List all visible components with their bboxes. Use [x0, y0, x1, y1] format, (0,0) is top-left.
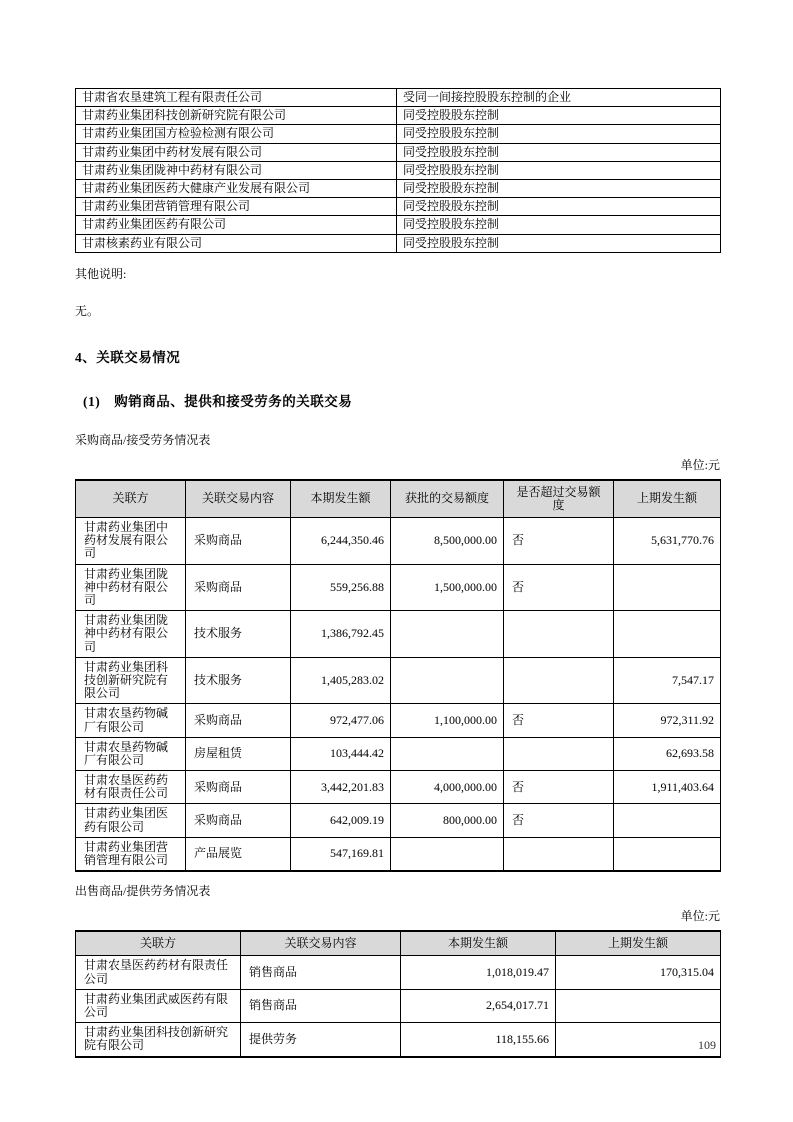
subsection-number: (1) [83, 393, 101, 409]
table-cell: 否 [504, 564, 614, 611]
table-cell: 1,405,283.02 [291, 657, 391, 704]
table-row [76, 125, 721, 143]
table-cell: 甘肃药业集团中药材发展有限公司 [76, 143, 397, 161]
table-cell: 同受控股股东控制 [397, 107, 721, 125]
table-row [76, 89, 721, 107]
table-header-row [76, 931, 721, 956]
page-number: 109 [698, 1038, 716, 1052]
other-notes-label: 其他说明: [75, 266, 127, 281]
table-cell [614, 611, 721, 658]
table-header-cell: 关联方 [76, 480, 186, 518]
table-cell: 技术服务 [186, 657, 291, 704]
table-row [76, 179, 721, 197]
table-header-cell: 获批的交易额度 [391, 480, 504, 518]
table-cell: 170,315.04 [556, 956, 721, 989]
purchase-table-caption: 采购商品/接受劳务情况表 [75, 432, 211, 447]
table-cell: 4,000,000.00 [391, 771, 504, 804]
table-cell: 甘肃核素药业有限公司 [76, 234, 397, 252]
table-cell: 同受控股股东控制 [397, 198, 721, 216]
table-row [76, 737, 721, 770]
table-cell [504, 837, 614, 871]
table-row [76, 161, 721, 179]
table-cell: 8,500,000.00 [391, 518, 504, 565]
purchase-table-unit-label: 单位:元 [680, 457, 720, 472]
subsection-heading [75, 390, 720, 410]
table-cell [391, 737, 504, 770]
table-cell: 甘肃药业集团陇神中药材有限公司 [76, 564, 186, 611]
table-cell: 甘肃药业集团科技创新研究院有限公司 [76, 107, 397, 125]
table-cell [556, 989, 721, 1022]
table-cell: 同受控股股东控制 [397, 179, 721, 197]
table-cell: 产品展览 [186, 837, 291, 871]
table-row [76, 837, 721, 871]
table-cell [614, 804, 721, 837]
table-cell: 甘肃省农垦建筑工程有限责任公司 [76, 89, 397, 107]
table-cell: 642,009.19 [291, 804, 391, 837]
table-cell: 否 [504, 771, 614, 804]
table-row [76, 198, 721, 216]
table-row [76, 216, 721, 234]
table-row [76, 956, 721, 989]
table-cell: 2,654,017.71 [401, 989, 556, 1022]
table-cell: 甘肃药业集团医药有限公司 [76, 216, 397, 234]
sales-table-unit-label: 单位:元 [680, 909, 720, 924]
table-cell: 同受控股股东控制 [397, 234, 721, 252]
table-row [76, 107, 721, 125]
table-cell [391, 837, 504, 871]
related-company-relation-table [75, 88, 721, 253]
table-cell [614, 564, 721, 611]
table-cell: 否 [504, 518, 614, 565]
section-heading: 4、关联交易情况 [75, 349, 181, 365]
table-cell [391, 611, 504, 658]
table-header-row [76, 480, 721, 518]
table-cell: 甘肃药业集团中药材发展有限公司 [76, 518, 186, 565]
table-cell: 否 [504, 704, 614, 737]
page-content [75, 0, 720, 1058]
table-cell: 972,477.06 [291, 704, 391, 737]
table-row [76, 771, 721, 804]
table-header-cell: 本期发生额 [401, 931, 556, 956]
table-row [76, 704, 721, 737]
table-row [76, 989, 721, 1022]
table-cell: 同受控股股东控制 [397, 216, 721, 234]
table-cell: 采购商品 [186, 771, 291, 804]
table-cell: 972,311.92 [614, 704, 721, 737]
table-row [76, 234, 721, 252]
table-cell [391, 657, 504, 704]
table-cell [504, 657, 614, 704]
table-header-cell: 关联交易内容 [241, 931, 401, 956]
table-cell: 1,018,019.47 [401, 956, 556, 989]
table-cell: 甘肃药业集团武威医药有限公司 [76, 989, 241, 1022]
other-notes-value: 无。 [75, 303, 100, 318]
table-cell: 甘肃农垦药物碱厂有限公司 [76, 704, 186, 737]
table-cell [556, 1023, 721, 1057]
purchase-goods-table [75, 479, 721, 873]
table-cell: 甘肃农垦医药药材有限责任公司 [76, 956, 241, 989]
table-cell: 同受控股股东控制 [397, 143, 721, 161]
table-cell: 6,244,350.46 [291, 518, 391, 565]
table-cell: 销售商品 [241, 989, 401, 1022]
table-cell: 甘肃药业集团医药大健康产业发展有限公司 [76, 179, 397, 197]
table-cell: 采购商品 [186, 704, 291, 737]
table-cell: 1,500,000.00 [391, 564, 504, 611]
table-cell: 甘肃农垦医药药材有限责任公司 [76, 771, 186, 804]
table-cell: 同受控股股东控制 [397, 161, 721, 179]
table-cell: 62,693.58 [614, 737, 721, 770]
table-cell: 1,100,000.00 [391, 704, 504, 737]
table-cell: 547,169.81 [291, 837, 391, 871]
table-header-cell: 关联方 [76, 931, 241, 956]
table-cell: 甘肃药业集团营销管理有限公司 [76, 198, 397, 216]
table-cell: 103,444.42 [291, 737, 391, 770]
table-cell: 118,155.66 [401, 1023, 556, 1057]
table-header-cell: 关联交易内容 [186, 480, 291, 518]
table-cell: 房屋租赁 [186, 737, 291, 770]
table-row [76, 611, 721, 658]
table-row [76, 657, 721, 704]
table-cell: 受同一间接控股股东控制的企业 [397, 89, 721, 107]
table-header-cell: 上期发生额 [556, 931, 721, 956]
table-cell [504, 611, 614, 658]
table-cell: 甘肃农垦药物碱厂有限公司 [76, 737, 186, 770]
table-row [76, 1023, 721, 1057]
table-cell: 甘肃药业集团陇神中药材有限公司 [76, 611, 186, 658]
table-cell: 7,547.17 [614, 657, 721, 704]
table-cell: 559,256.88 [291, 564, 391, 611]
table-row [76, 804, 721, 837]
table-cell: 1,386,792.45 [291, 611, 391, 658]
table-cell: 销售商品 [241, 956, 401, 989]
table-cell: 采购商品 [186, 564, 291, 611]
table-cell: 5,631,770.76 [614, 518, 721, 565]
table-cell: 采购商品 [186, 518, 291, 565]
table-header-cell: 本期发生额 [291, 480, 391, 518]
sales-table-caption: 出售商品/提供劳务情况表 [75, 884, 211, 899]
table-cell: 甘肃药业集团科技创新研究院有限公司 [76, 657, 186, 704]
table-row [76, 564, 721, 611]
subsection-title: 购销商品、提供和接受劳务的关联交易 [114, 393, 353, 409]
table-cell: 技术服务 [186, 611, 291, 658]
table-cell: 甘肃药业集团陇神中药材有限公司 [76, 161, 397, 179]
table-row [76, 518, 721, 565]
table-cell: 甘肃药业集团国方检验检测有限公司 [76, 125, 397, 143]
table-cell [614, 837, 721, 871]
table-cell: 3,442,201.83 [291, 771, 391, 804]
table-header-cell: 是否超过交易额度 [504, 480, 614, 518]
sales-goods-table [75, 930, 721, 1057]
table-row [76, 143, 721, 161]
table-cell: 甘肃药业集团科技创新研究院有限公司 [76, 1023, 241, 1057]
table-cell: 提供劳务 [241, 1023, 401, 1057]
table-cell: 采购商品 [186, 804, 291, 837]
table-cell: 甘肃药业集团营销管理有限公司 [76, 837, 186, 871]
table-cell: 甘肃药业集团医药有限公司 [76, 804, 186, 837]
table-cell: 1,911,403.64 [614, 771, 721, 804]
table-cell [504, 737, 614, 770]
table-header-cell: 上期发生额 [614, 480, 721, 518]
table-cell: 800,000.00 [391, 804, 504, 837]
table-cell: 同受控股股东控制 [397, 125, 721, 143]
table-cell: 否 [504, 804, 614, 837]
